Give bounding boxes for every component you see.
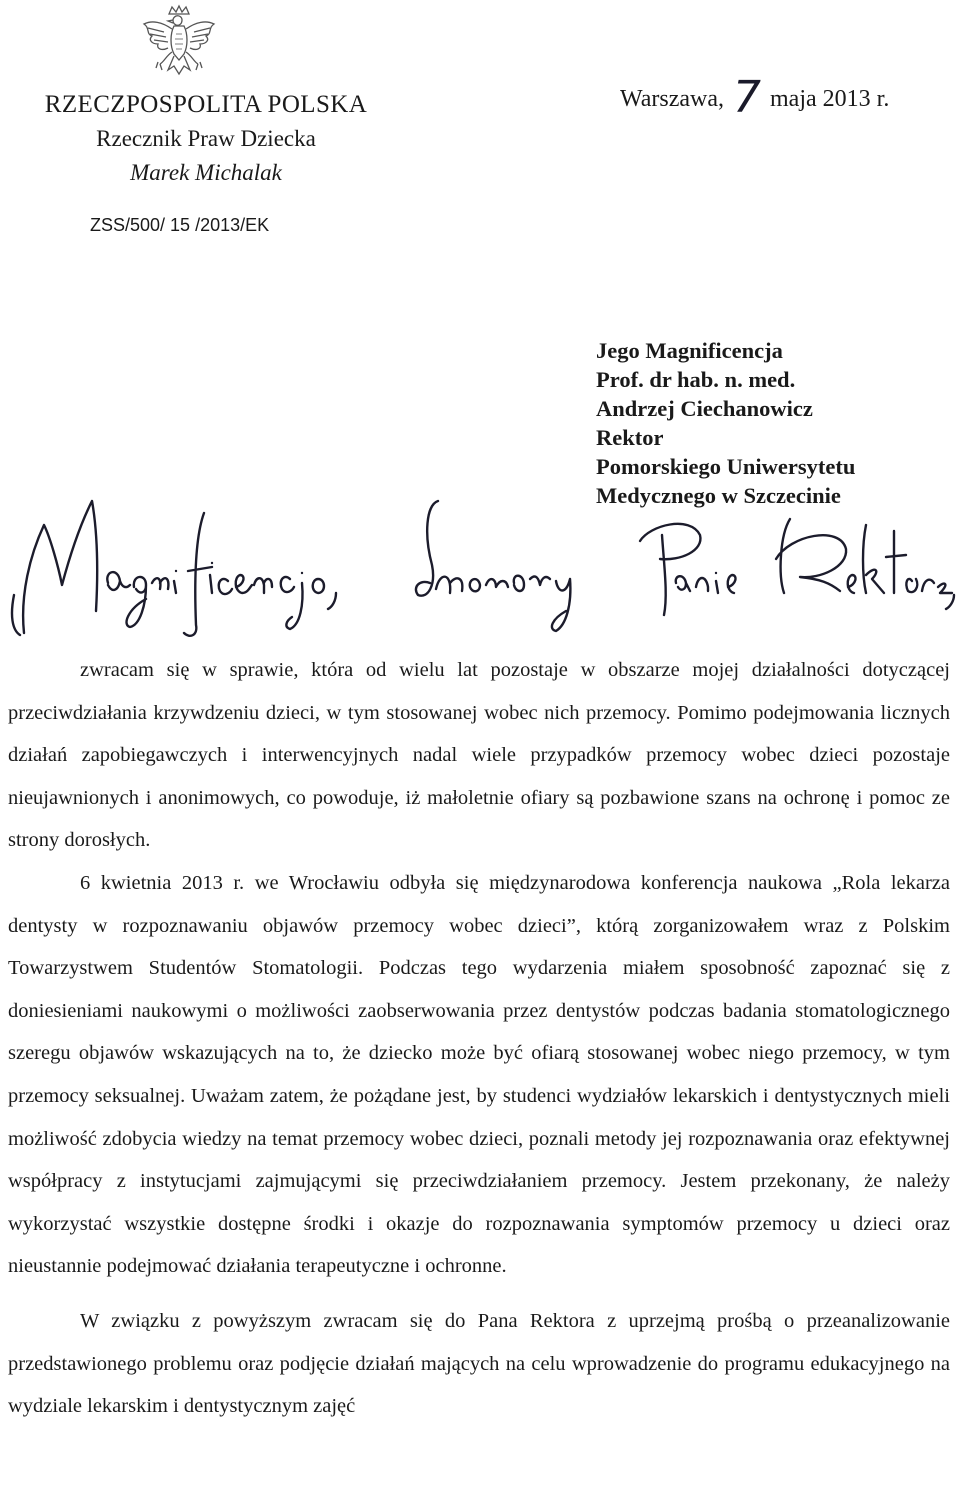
letter-body — [8, 649, 950, 1428]
addressee-line: Andrzej Ciechanowicz — [596, 396, 813, 421]
polish-eagle-emblem-icon — [138, 4, 220, 84]
office-name: Rzecznik Praw Dziecka — [96, 126, 316, 151]
country-name: RZECZPOSPOLITA POLSKA — [44, 91, 368, 118]
addressee-line: Medycznego w Szczecinie — [596, 483, 841, 508]
date-city: Warszawa, — [620, 86, 725, 112]
handwritten-salutation-drawing — [0, 475, 960, 650]
date-month-year: maja 2013 r. — [770, 86, 890, 112]
body-paragraph-2: 6 kwietnia 2013 r. we Wrocławiu odbyła się międzynarodowa konferencja naukowa „Rola lekarza dentysty w rozpoznawaniu objawów przemocy wobec dzieci”, którą zorganizowałem wraz z Polskim Towarzystwem Studentów Stomatologii. Podczas tego wydarzenia miałem sposobność zapoznać się z doniesieniami naukowymi o możliwości zaobserwowania przez dentystów podczas badania stomatologicznego szeregu objawów wskazujących na to, że dziecko może być ofiarą stosowanej wobec niego przemocy, w tym przemocy seksualnej. Uważam zatem, że pożądane jest, by studenci wydziałów lekarskich i dentystycznych mieli możliwość zdobycia wiedzy na temat przemocy wobec dzieci, poznali metody jej rozpoznawania oraz efektywnej współpracy z instytucjami zajmującymi się przeciwdziałaniem przemocy. Jestem przekonany, że należy wykorzystać wszystkie dostępne środki i okazje do rozpoznawania symptomów przemocy u dzieci oraz nieustannie podejmować działania terapeutyczne i ochronne. — [8, 871, 950, 1278]
addressee-line: Jego Magnificencja — [596, 338, 783, 363]
addressee-line: Rektor — [596, 425, 664, 450]
body-paragraph-3: W związku z powyższym zwracam się do Pana Rektora z uprzejmą prośbą o przeanalizowanie przedstawionego problemu oraz podjęcie działań mających na celu wprowadzenie do programu edukacyjnego na wydziale lekarskim i dentystycznym zajęć — [8, 1309, 950, 1418]
place-and-date — [620, 72, 890, 123]
addressee-line: Prof. dr hab. n. med. — [596, 367, 796, 392]
date-day-handwritten: 7 — [733, 72, 762, 123]
body-paragraph-1: zwracam się w sprawie, która od wielu lat pozostaje w obszarze mojej działalności dotyczącej przeciwdziałania krzywdzeniu dzieci, w tym stosowanej wobec nich przemocy. Pomimo podejmowania licznych działań zapobiegawczych i interwencyjnych nadal wiele przypadków przemocy wobec dzieci pozostaje nieujawnionych i anonimowych, co powoduje, iż małoletnie ofiary są pozbawione szans na ochronę i pomoc ze strony dorosłych. — [8, 659, 950, 852]
sender-name: Marek Michalak — [130, 160, 282, 185]
reference-number: ZSS/500/ 15 /2013/EK — [90, 215, 270, 235]
sender-header — [6, 88, 406, 190]
handwritten-salutation — [0, 475, 960, 650]
addressee-line: Pomorskiego Uniwersytetu — [596, 454, 856, 479]
